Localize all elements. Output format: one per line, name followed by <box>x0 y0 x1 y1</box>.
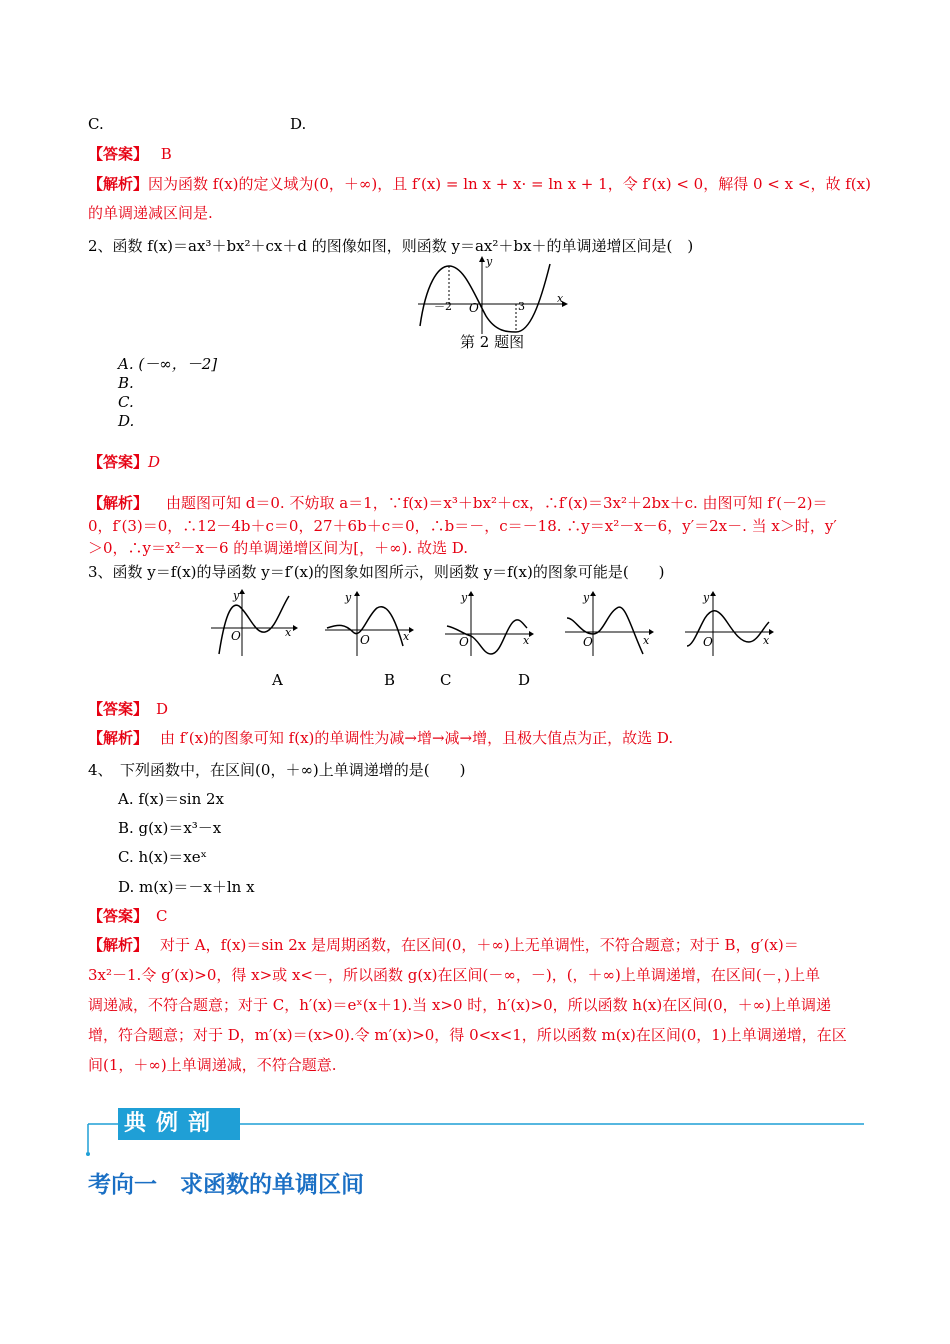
svg-text:y: y <box>583 591 590 604</box>
q4-choice-c: C. h(x)＝xeˣ <box>118 848 207 866</box>
q4-analysis-text-1: 对于 A，f(x)＝sin 2x 是周期函数，在区间(0，＋∞)上无单调性，不符合题意；对于 B，g′(x)＝ <box>160 936 799 954</box>
q4-answer-line <box>88 906 168 926</box>
q3-label-d: D <box>518 671 531 689</box>
svg-text:x: x <box>643 634 650 647</box>
tick-3: 3 <box>518 300 525 313</box>
graph-d <box>685 591 774 656</box>
q2-analysis-line-3: ＞0，∴y＝x²－x－6 的单调递增区间为[，＋∞). 故选 D. <box>88 539 469 557</box>
q3-answer: D <box>156 700 169 718</box>
q2-stem: 2、函数 f(x)＝ax³＋bx²＋cx＋d 的图像如图，则函数 y＝ax²＋bx＋的单调递增区间是( ) <box>88 237 694 255</box>
svg-text:O: O <box>360 633 370 647</box>
origin-label: O <box>469 301 479 315</box>
q1-choice-d: D. <box>290 115 307 133</box>
q3-analysis-text: 由 f′(x)的图象可知 f(x)的单调性为减→增→减→增，且极大值点为正，故选 D. <box>160 729 674 747</box>
q2-choice-a: A. (－∞，－2] <box>118 355 218 373</box>
q1-analysis-line-2: 的单调递减区间是. <box>88 204 213 222</box>
svg-text:x: x <box>763 634 770 647</box>
svg-text:O: O <box>583 635 593 649</box>
q3-answer-line <box>88 699 168 719</box>
q2-answer: D <box>148 453 161 471</box>
graph-b <box>445 591 534 656</box>
answer-tag: 【答案】 <box>88 145 149 163</box>
section-title: 考向一 求函数的单调区间 <box>88 1172 364 1198</box>
q4-analysis-line-2: 3x²－1.令 g′(x)>0，得 x>或 x<－，所以函数 g(x)在区间(－∞，－)，(，＋∞)上单调递增，在区间(－，)上单 <box>88 966 821 984</box>
graph-a <box>325 591 414 656</box>
answer-tag: 【答案】 <box>88 453 149 471</box>
analysis-tag: 【解析】 <box>88 936 149 954</box>
svg-text:x: x <box>403 630 410 643</box>
q2-figure-caption: 第 2 题图 <box>460 333 525 351</box>
svg-text:x: x <box>523 634 530 647</box>
svg-text:x: x <box>285 626 292 639</box>
svg-text:y: y <box>703 591 710 604</box>
q4-analysis-line-1 <box>88 935 799 955</box>
q4-choice-a: A. f(x)＝sin 2x <box>118 790 225 808</box>
q3-label-b: B <box>384 671 396 689</box>
answer-tag: 【答案】 <box>88 907 149 925</box>
graph-c <box>565 591 654 656</box>
q1-answer: B <box>160 145 172 163</box>
svg-text:O: O <box>459 635 469 649</box>
q3-label-a: A <box>272 671 283 689</box>
q2-analysis-line-2: 0，f′(3)＝0，∴12－4b＋c＝0，27＋6b＋c＝0，∴b＝－，c＝－18. ∴y＝x²－x－6，y′＝2x－. 当 x＞时，y′ <box>88 517 837 535</box>
q2-analysis-text-1: 由题图可知 d＝0. 不妨取 a＝1，∵f(x)＝x³＋bx²＋cx，∴f′(x)＝3x²＋2bx＋c. 由图可知 f′(－2)＝ <box>166 494 828 512</box>
q4-answer: C <box>156 907 168 925</box>
q1-choice-c: C. <box>88 115 104 133</box>
derivative-graph <box>211 589 298 656</box>
q2-choice-b: B. <box>118 374 134 392</box>
q1-answer-line <box>88 144 172 164</box>
svg-text:O: O <box>231 629 241 643</box>
q4-choice-b: B. g(x)＝x³－x <box>118 819 222 837</box>
q4-analysis-line-3: 调递减，不符合题意；对于 C，h′(x)＝eˣ(x＋1).当 x>0 时，h′(x)>0，所以函数 h(x)在区间(0，＋∞)上单调递 <box>88 996 831 1014</box>
q2-cubic-figure <box>412 254 572 336</box>
banner-dot <box>86 1152 90 1156</box>
analysis-tag: 【解析】 <box>88 729 149 747</box>
q2-analysis-line-1 <box>88 493 828 513</box>
q1-analysis-text-1: 因为函数 f(x)的定义域为(0，＋∞)，且 f′(x) = ln x + x· = ln x + 1，令 f′(x) < 0，解得 0 < x <，故 f(x) <box>148 175 871 193</box>
svg-text:y: y <box>233 589 240 602</box>
x-label: x <box>557 292 564 305</box>
q3-graphs-figure <box>205 588 785 660</box>
svg-text:y: y <box>461 591 468 604</box>
q2-choice-c: C. <box>118 393 134 411</box>
q2-choice-d: D. <box>118 412 135 430</box>
q3-analysis-line <box>88 728 673 748</box>
q4-analysis-line-4: 增，符合题意；对于 D，m′(x)＝(x>0).令 m′(x)>0，得 0<x<1，所以函数 m(x)在区间(0，1)上单调递增，在区 <box>88 1026 847 1044</box>
svg-text:O: O <box>703 635 713 649</box>
section-banner: 典例剖析 <box>118 1108 240 1140</box>
y-axis-arrow <box>479 256 485 262</box>
cubic-curve <box>420 264 550 332</box>
y-label: y <box>486 255 493 268</box>
svg-text:y: y <box>345 591 352 604</box>
analysis-tag: 【解析】 <box>88 175 149 193</box>
analysis-tag: 【解析】 <box>88 494 149 512</box>
answer-tag: 【答案】 <box>88 700 149 718</box>
q3-stem: 3、函数 y＝f(x)的导函数 y＝f′(x)的图象如图所示，则函数 y＝f(x)的图象可能是( ) <box>88 563 665 581</box>
q3-label-c: C <box>440 671 452 689</box>
tick-neg2: －2 <box>434 300 452 313</box>
q2-answer-line <box>88 452 160 472</box>
q1-analysis-line-1 <box>88 174 871 194</box>
q4-analysis-line-5: 间(1，＋∞)上单调递减，不符合题意. <box>88 1056 337 1074</box>
q4-choice-d: D. m(x)＝－x＋ln x <box>118 878 255 896</box>
q4-stem: 4、 下列函数中，在区间(0，＋∞)上单调递增的是( ) <box>88 761 466 779</box>
